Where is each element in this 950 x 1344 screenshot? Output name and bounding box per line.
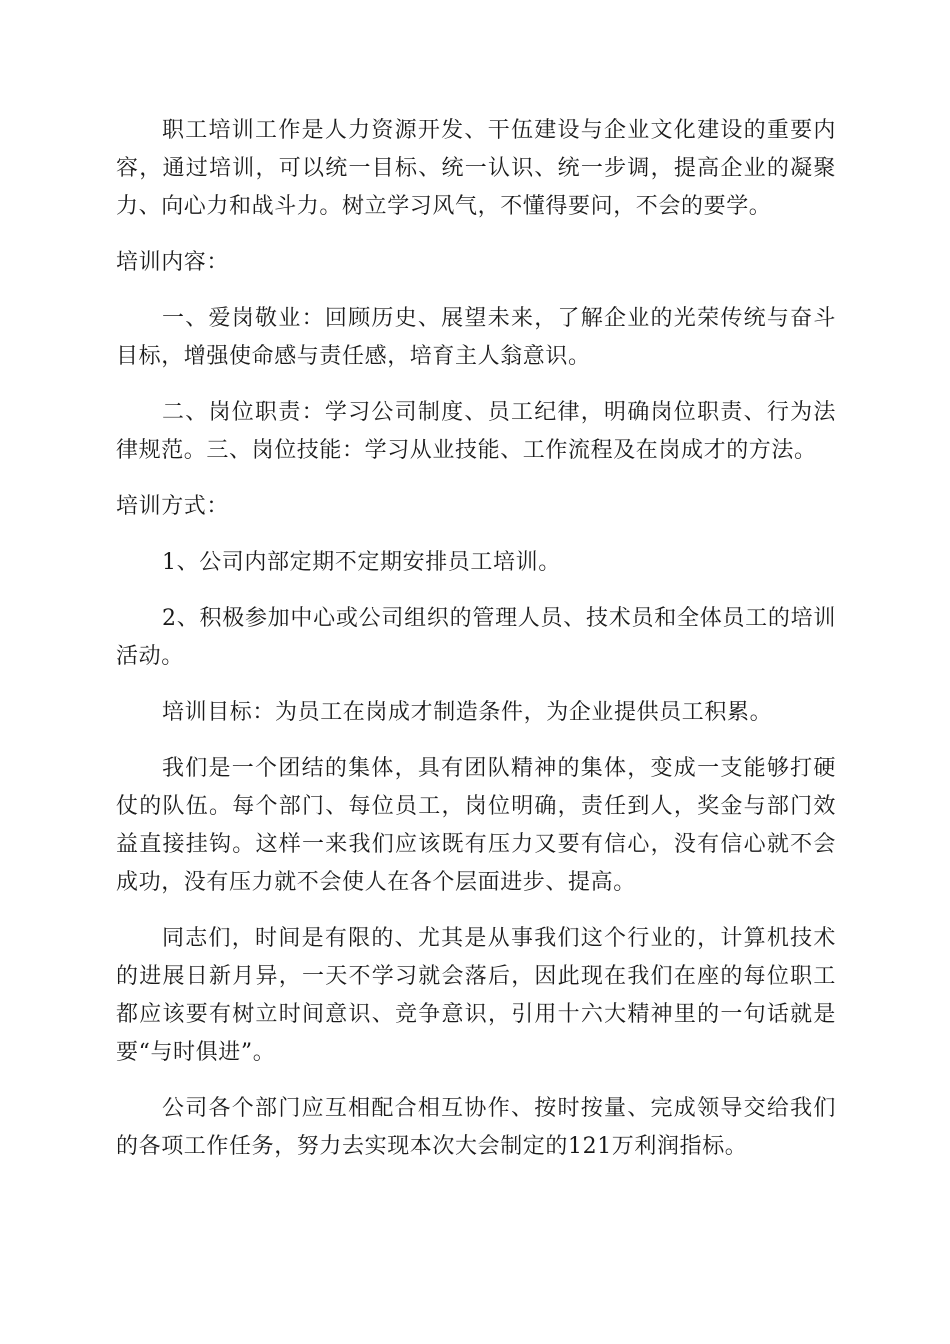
paragraph-content-item-2: 二、岗位职责：学习公司制度、员工纪律，明确岗位职责、行为法律规范。三、岗位技能：学习从业技能、工作流程及在岗成才的方法。 <box>116 400 836 463</box>
paragraph-method-item-2: 2、积极参加中心或公司组织的管理人员、技术员和全体员工的培训活动。 <box>116 606 836 669</box>
paragraph-content-item-1: 一、爱岗敬业：回顾历史、展望未来，了解企业的光荣传统与奋斗目标，增强使命感与责任感，培育主人翁意识。 <box>116 306 836 369</box>
paragraph-intro: 职工培训工作是人力资源开发、干伍建设与企业文化建设的重要内容，通过培训，可以统一目标、统一认识、统一步调，提高企业的凝聚力、向心力和战斗力。树立学习风气，不懂得要问，不会的要学。 <box>116 118 836 219</box>
paragraph-comrades: 同志们，时间是有限的、尤其是从事我们这个行业的，计算机技术的进展日新月异，一天不学习就会落后，因此现在我们在座的每位职工都应该要有树立时间意识、竞争意识，引用十六大精神里的一句话就是要“与时俱进”。 <box>116 926 836 1065</box>
paragraph-method-item-1: 1、公司内部定期不定期安排员工培训。 <box>162 550 561 575</box>
paragraph-departments: 公司各个部门应互相配合相互协作、按时按量、完成领导交给我们的各项工作任务，努力去实现本次大会制定的121万利润指标。 <box>116 1096 836 1159</box>
document-body <box>116 112 836 1184</box>
paragraph-team: 我们是一个团结的集体，具有团队精神的集体，变成一支能够打硬仗的队伍。每个部门、每位员工，岗位明确，责任到人，奖金与部门效益直接挂钩。这样一来我们应该既有压力又要有信心，没有信心就不会成功，没有压力就不会使人在各个层面进步、提高。 <box>116 756 836 895</box>
paragraph-training-goal: 培训目标：为员工在岗成才制造条件，为企业提供员工积累。 <box>162 700 773 725</box>
heading-training-content: 培训内容： <box>116 250 230 275</box>
heading-training-method: 培训方式： <box>116 494 230 519</box>
